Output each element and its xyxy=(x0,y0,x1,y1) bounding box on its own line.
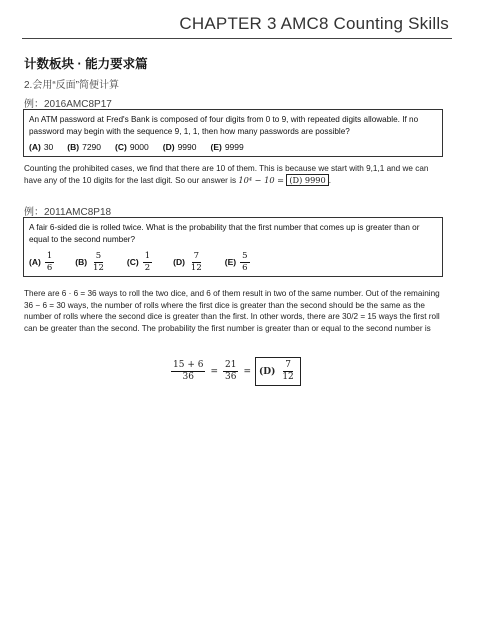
answer-box: (D) $\frac{7}{12}$ xyxy=(255,357,301,386)
example-2-problem-box xyxy=(23,217,443,277)
choice-b: (B) $\frac{5}{12}$ xyxy=(75,251,104,273)
choice-d: (D) 9990 xyxy=(162,142,197,152)
example-1-problem-box xyxy=(23,109,443,157)
example-2-label: 例：2011AMC8P18 xyxy=(24,207,112,218)
fraction-2: $\frac{21}{36}$ xyxy=(225,360,237,382)
header-divider xyxy=(22,38,452,39)
section-title: 计数板块 · 能力要求篇 xyxy=(24,57,148,71)
choice-a: (A) $\frac{1}{6}$ xyxy=(29,251,53,273)
example-2-problem-text: A fair 6-sided die is rolled twice. What is the probability that the first number that comes up is greater than or equal to the second number? xyxy=(29,223,420,244)
choice-a: (A) 30 xyxy=(29,142,54,152)
example-1-problem-text: An ATM password at Fred's Bank is composed of four digits from 0 to 9, with repeated digits allowable. If no password may begin with the sequence 9, 1, 1, then how many passwords are possible? xyxy=(29,115,419,136)
choice-d: (D) $\frac{7}{12}$ xyxy=(173,251,202,273)
subsection-title: 2.会用“反面”简便计算 xyxy=(24,80,119,91)
choice-e: (E) $\frac{5}{6}$ xyxy=(224,251,248,273)
choice-e: (E) 9999 xyxy=(210,142,244,152)
example-1-solution: Counting the prohibited cases, we find that there are 10 of them. This is because we start with 9,1,1 and we can have any of the 10 digits for the last digit. So our answer is 10⁴ − 10 = (D) 9990 . xyxy=(24,164,429,185)
example-1-label: 例：2016AMC8P17 xyxy=(24,99,112,110)
chapter-title: CHAPTER 3 AMC8 Counting Skills xyxy=(179,14,449,33)
example-2-solution: There are 6 · 6 = 36 ways to roll the two dice, and 6 of them result in two of the same number. Out of the remaining 36 − 6 = 30 ways, the number of rolls where the first dice is greater than the second should be the same as the number of rolls where the second dice is greater than the first. In other words, there are 30/2 = 15 ways the first roll can be greater than the second. The probability the first number is greater than or equal to the second number is xyxy=(24,289,440,333)
answer-box: (D) 9990 xyxy=(286,174,328,186)
example-1-choices xyxy=(29,141,437,153)
solution-equation: $\frac{15 + 6}{36}$ = $\frac{21}{36}$ = (D) $\frac{7}{12}$ xyxy=(170,357,301,386)
example-2-choices xyxy=(29,251,437,274)
choice-c: (C) $\frac{1}{2}$ xyxy=(126,251,151,273)
choice-b: (B) 7290 xyxy=(67,142,102,152)
choice-c: (C) 9000 xyxy=(115,142,149,152)
fraction-1: $\frac{15 + 6}{36}$ xyxy=(173,360,204,382)
